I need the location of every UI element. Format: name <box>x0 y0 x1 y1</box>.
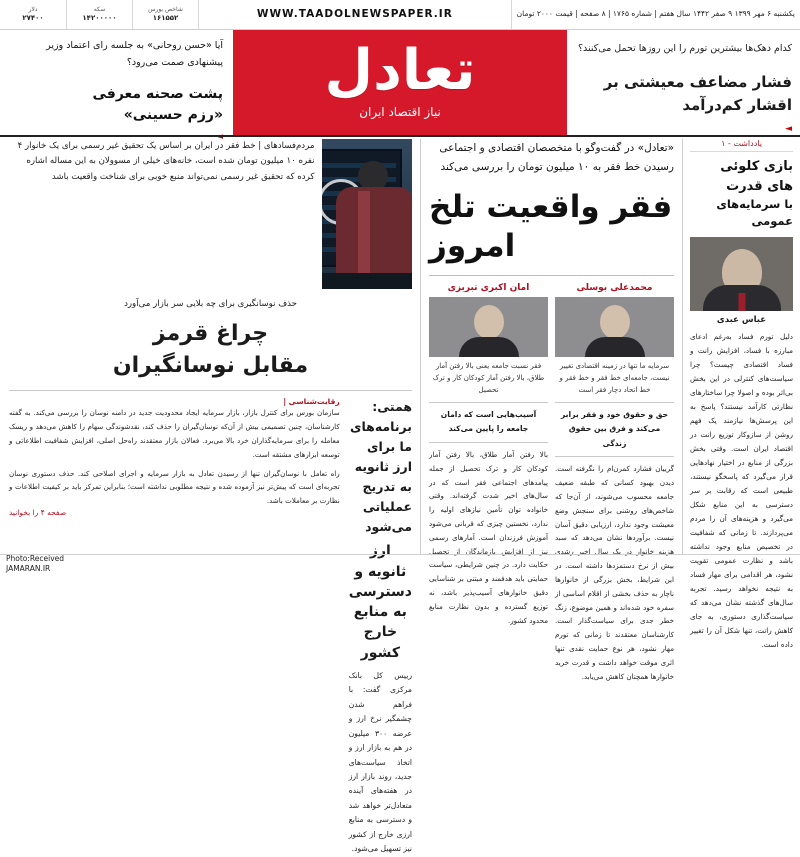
hemmat-title-line2: خارج کشور <box>360 624 400 661</box>
market-index-label: شاخص بورس <box>148 5 183 13</box>
market-story-title-line1: چراغ قرمز <box>152 321 269 347</box>
market-story-kicker: حذف نوسانگیری برای چه بلایی سر بازار می‌آورد <box>124 299 297 309</box>
lead-story-headline[interactable]: فقر واقعیت تلخ امروز <box>429 188 673 264</box>
interview-2-name: امان اکبری تبریزی <box>447 283 530 294</box>
masthead <box>0 30 800 143</box>
opinion-title[interactable] <box>690 157 793 231</box>
interview-2-block <box>429 283 548 683</box>
market-story-lead: مردم‌فسادهای | خط فقر در ایران بر اساس یک تحقیق غیر رسمی برای یک خانوار ۴ نفره ۱۰ میلیون تومان شده است، خانه‌های خیلی از مسوولان به این مساله اشاره کرده که تحقیق غیر رسمی نمی‌تواند منبع خوبی برای شناخت واقعیت باشد <box>17 141 315 182</box>
opinion-byline: عباس عبدی <box>716 314 767 325</box>
coin-price-value: ۱۴۲۰۰۰۰۰ <box>82 13 117 22</box>
interview-1-face-shape <box>600 305 630 339</box>
masthead-divider <box>0 135 800 137</box>
market-story-tag: رقابت‌شناسی | <box>283 397 340 407</box>
interview-2-role: فقر نسبت جامعه یعنی بالا رفتن آمار طلاق، بالا رفتن آمار کودکان کار و ترک تحصیل <box>432 362 545 395</box>
market-story-title-line2: مقابل نوسانگیران <box>112 353 309 379</box>
newspaper-logo <box>233 30 567 135</box>
left-teaser-lead: آیا «حسن روحانی» به جلسه رای اعتماد وزیر پیشنهادی صمت می‌رود؟ <box>46 40 223 68</box>
market-index-value: ۱۶۱۵۵۲ <box>152 13 179 22</box>
left-teaser-title-line1: پشت صحنه معرفی <box>92 86 223 103</box>
market-story-body-left: سازمان بورس برای کنترل بازار، بازار سرمایه ایجاد محدودیت جدید در دامنه نوسان را بررسی می‌کند. به گفته کارشناسان، چنین تصمیمی بیش از آن‌که نوسان‌گیران را حذف کند، نقدشوندگی سهام را کاهش می‌دهد و ریسک معامله را برای سرمایه‌گذاران خرد بالا می‌برد. فعالان بازار معتقدند راه‌حل اصلی، افزایش شفافیت اطلاعاتی و توسعه ابزارهای مشتقه است. <box>9 408 340 459</box>
market-story-body-columns <box>9 397 412 856</box>
hemmat-lead: همتی: برنامه‌های ما برای ارز ثانویه به تدریج عملیاتی می‌شود <box>350 399 412 535</box>
interview-2-body-shape <box>459 337 519 357</box>
market-story-head-wrap <box>9 297 412 382</box>
interview-1-pullquote: حق و حقوق خود و فقر برابر می‌کند و فرق بین حقوق زندگی <box>555 402 674 457</box>
market-story-block <box>9 139 314 289</box>
photo-person <box>328 161 412 289</box>
left-teaser-title-line2: «رزم حسینی» <box>123 107 223 124</box>
masthead-right-teaser[interactable] <box>567 30 800 135</box>
hemmat-kicker <box>349 397 412 537</box>
interview-1-name: محمدعلی بوسلی <box>576 283 653 294</box>
interview-2-text: بالا رفتن آمار طلاق، بالا رفتن آمار کودکان کار و ترک تحصیل از جمله پیامدهای اجتماعی فقر است که در سال‌های اخیر شدت گرفته‌اند. وقتی خانواده توان تأمین نیازهای اولیه را ندارد، نخستین چیزی که قربانی می‌شود آموزش فرزندان است. آمارهای رسمی نیز از افزایش بازماندگان از تحصیل حکایت دارد. در چنین شرایطی، سیاست حمایتی باید هدفمند و مبتنی بر شناسایی دقیق خانوارهای آسیب‌پذیر باشد، نه توزیع گسترده و بدون نظارت منابع محدود کشور. <box>429 449 548 625</box>
photo-floor-shape <box>322 273 412 289</box>
right-teaser-title-line2: بر اقشار کم‌درآمد <box>603 73 792 115</box>
issue-date-cell <box>511 0 800 29</box>
opinion-kicker: یادداشت - ۱ <box>690 139 793 152</box>
photo-credit-line1: Photo:Received <box>6 553 65 563</box>
lead-story-kicker: «تعادل» در گفت‌وگو با متخصصان اقتصادی و اجتماعی رسیدن خط فقر به ۱۰ میلیون تومان را بررسی می‌کند <box>439 142 674 174</box>
logo-wordmark: تعادل <box>324 37 476 103</box>
left-teaser-arrow-icon: ◄ <box>216 132 223 143</box>
market-story-title[interactable] <box>9 318 412 382</box>
dollar-price-value: ۲۷۴۰۰ <box>22 13 44 22</box>
page-footer <box>0 554 800 578</box>
lead-story-columns <box>429 283 674 683</box>
lead-story-column <box>420 139 682 681</box>
market-story-read-more[interactable]: صفحه ۴ را بخوانید <box>9 508 67 518</box>
opinion-body-text: دلیل تورم فساد به‌رغم ادعای مبارزه با فساد، افزایش رانت و فساد اقتصادی چیست؟ چرا سیاست‌های کنترلی در این بخش بی‌اثر بوده و اصولا چرا ساختارهای نظارتی کارآمد نیستند؟ پاسخ به این پرسش‌ها نیازمند یک فهم روشن از سازوکار توزیع رانت در اقتصاد ایران است. وقتی بخش بزرگی از منابع در اختیار نهادهایی قرار می‌گیرد که پاسخگو نیستند، طبیعی است که رقابت بر سر دسترسی به این منابع شکل می‌گیرد و هزینه‌های آن را مردم می‌پردازند. تا زمانی که شفافیت در تخصیص منابع وجود نداشته باشد و نظارت عمومی تقویت نشود، هر اقدامی برای مهار فساد به نتیجه نخواهد رسید. تجربه سال‌های گذشته نشان می‌دهد که سیاست‌گذاری دستوری، به جای کاهش رانت، تنها شکل آن را تغییر داده است. <box>690 331 793 650</box>
top-meta-bar <box>0 0 800 30</box>
website-url[interactable]: WWW.TAADOLNEWSPAPER.IR <box>198 0 511 29</box>
opinion-title-line2: با سرمایه‌های عمومی <box>716 197 793 229</box>
photo-credit-line2: JAMARAN.IR <box>6 563 51 573</box>
issue-date-fa: یکشنبه ۶ مهر ۱۳۹۹ ۹ صفر ۱۴۴۲ سال هفتم | شماره ۱۷۶۵ | ۸ صفحه | قیمت ۲۰۰۰ تومان <box>516 9 795 19</box>
logo-slogan: نیاز اقتصاد ایران <box>359 104 441 119</box>
coin-price-label: سکه <box>93 5 106 13</box>
right-teaser-arrow-icon: ◄ <box>785 123 792 134</box>
hemmat-title-line1: ارز ثانویه و دسترسی به منابع <box>348 543 412 621</box>
opinion-column <box>682 139 800 650</box>
coin-price-cell <box>66 0 132 29</box>
interview-2-pullquote: آسیب‌هایی است که دامان جامعه را پایین می‌کند <box>429 402 548 443</box>
market-index-cell <box>132 0 198 29</box>
interview-2-face-shape <box>474 305 504 339</box>
right-teaser-lead: کدام دهک‌ها بیشترین تورم را این روزها تحمل می‌کنند؟ <box>578 43 792 54</box>
opinion-author-photo <box>690 237 793 311</box>
right-teaser-title <box>577 71 792 118</box>
left-teaser-title <box>8 84 223 126</box>
interview-1-body-shape <box>585 337 645 357</box>
interview-1-block <box>555 283 674 683</box>
lead-story-divider <box>429 275 674 276</box>
dollar-price-label: دلار <box>28 5 38 13</box>
interview-2-photo <box>429 297 548 357</box>
market-story-body-right: راه تعامل با نوسان‌گیران تنها از رسیدن تعادل به بازار سرمایه و اجرای اصلاحی کند. حذف دستوری نوسان تجربه‌ای است که پیش‌تر نیز آزموده شده و نتیجه مطلوبی نداشته است؛ بنابراین تمرکز باید بر کیفیت اطلاعات و نظارت بر معاملات باشد. <box>9 468 340 506</box>
right-teaser-title-line1: فشار مضاعف معیشتی <box>623 73 792 92</box>
interview-1-role: سرمایه ما تنها در زمینه اقتصادی تغییر نیست، جامعه‌ای خط فقر و خط فقر و خط اتحاد دچار فقر است <box>559 362 670 395</box>
market-story-divider <box>9 390 412 391</box>
dollar-price-cell <box>0 0 66 29</box>
photo-credit <box>6 554 64 574</box>
interview-1-photo <box>555 297 674 357</box>
photo-row <box>9 139 412 289</box>
main-photo <box>322 139 412 289</box>
market-story-right-col <box>9 397 340 856</box>
interview-1-text: گرییان فشارد کمرن‌ام را نگرفته است. دیدن بهبود کسانی که طبقه ضعیف جامعه محسوب می‌شوند، از آن‌جا که شاخص‌های روشنی برای سنجش وضع معیشت وجود ندارد، ارزیابی دقیق آسان نیست. برآوردها نشان می‌دهد که سبد هزینه خانوار در یک سال اخیر رشدی بیش از نرخ دستمزدها داشته است. در این شرایط، بخش بزرگی از خانوارها ناچار به حذف بخشی از اقلام اساسی از سفره خود شده‌اند و همین موضوع، زنگ خطر جدی برای سیاست‌گذار است. کارشناسان معتقدند تا زمانی که تورم مهار نشود، هر نوع حمایت نقدی تنها اثری موقت خواهد داشت و قدرت خرید خانوارها همچنان کاهش می‌یابد. <box>555 464 674 681</box>
market-story-left-col <box>349 397 412 856</box>
opinion-title-line1: بازی کلوئی های قدرت <box>720 159 793 194</box>
hemmat-body-text: رییس کل بانک مرکزی گفت: با فراهم شدن چشمگیر نرخ ارز و عرضه ۳۰۰ میلیون در هم به بازار ارز و اتخاذ سیاست‌های جدید، روند بازار ارز در هفته‌های آینده متعادل‌تر خواهد شد و دسترسی به منابع ارزی خارج از کشور نیز تسهیل می‌شود. <box>348 671 412 854</box>
author-tie-shape <box>738 293 745 311</box>
masthead-left-teaser[interactable] <box>0 30 233 143</box>
